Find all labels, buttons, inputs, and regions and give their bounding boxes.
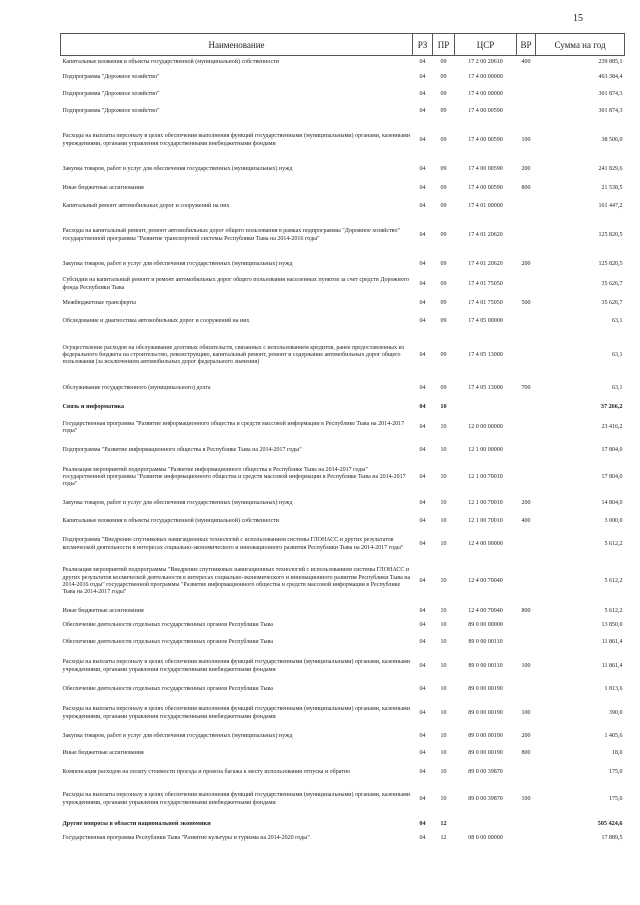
cell-sum: 17 889,5 [601,834,623,841]
cell-name: Закупка товаров, работ и услуг для обеспечения государственных (муниципальных) нужд [62,260,293,267]
header-pr: ПР [433,34,455,56]
cell-name: Капитальный ремонт автомобильных дорог и сооружений на них [62,202,230,209]
cell-pr: 10 [440,768,447,775]
cell-rz: 04 [419,662,426,669]
cell-rz: 04 [419,622,426,629]
cell-vr [517,104,536,121]
cell-sum: 239 885,1 [598,58,623,65]
cell-vr: 800 [521,184,531,191]
cell-vr: 800 [521,608,531,615]
cell-csr: 89 0 00 00190 [468,709,503,716]
cell-rz: 04 [419,608,426,615]
cell-name: Обслуживание государственного (муниципального) долга [62,385,211,392]
cell-sum: 5 612,2 [604,578,623,585]
cell-rz: 04 [419,136,426,143]
table-row [61,121,625,161]
cell-csr: 17 2 00 20610 [468,58,503,65]
cell-rz: 04 [419,300,426,307]
cell-csr: 17 4 00 00590 [468,166,503,173]
cell-vr [517,198,536,216]
cell-rz: 04 [419,749,426,756]
cell-name: Подпрограмма "Дорожное хозяйство" [62,91,160,98]
cell-rz: 04 [419,184,426,191]
table-row [61,682,625,699]
cell-csr: 12 1 00 00000 [468,446,503,453]
cell-csr: 12 1 00 70010 [468,517,503,524]
cell-vr [517,762,536,784]
cell-csr: 17 4 01 20620 [468,231,503,238]
cell-csr: 17 4 00 00000 [468,73,503,80]
cell-rz: 04 [419,108,426,115]
cell-vr: 200 [521,499,531,506]
cell-name: Расходы на выплаты персоналу в целях обеспечения выполнения функций государственными (муниципальными) органами, казенными учреждениями, органами управления государственными внебюджетными фондами [62,706,410,720]
table-row [61,56,625,69]
cell-vr: 800 [521,749,531,756]
cell-name: Межбюджетные трансферты [62,300,136,307]
cell-pr: 09 [440,91,447,98]
cell-sum: 21 538,5 [601,184,623,191]
cell-pr: 10 [440,749,447,756]
table-row [61,104,625,121]
cell-name: Другие вопросы в области национальной экономики [62,819,211,827]
cell-csr: 17 4 05 13000 [468,385,503,392]
cell-sum: 11 861,4 [601,638,623,645]
cell-name: Подпрограмма "Внедрение спутниковых навигационных технологий с использованием системы ГЛОНАСС и других результатов космической деятельности в интересах социально-экономического и инновационного развития Республики Тыва на 2014-2017 годы" [62,537,404,551]
cell-name: Закупка товаров, работ и услуг для обеспечения государственных (муниципальных) нужд [62,166,293,173]
cell-rz: 04 [419,638,426,645]
cell-csr: 12 4 00 00000 [468,540,503,547]
cell-sum: 1 405,6 [604,733,623,740]
cell-sum: 17 804,0 [601,446,623,453]
cell-pr: 09 [440,136,447,143]
cell-pr: 10 [440,608,447,615]
cell-vr: 400 [521,517,531,524]
cell-vr [517,682,536,699]
cell-rz: 04 [419,231,426,238]
table-row [61,513,625,531]
cell-vr [517,416,536,441]
cell-vr [517,87,536,104]
table-row [61,762,625,784]
cell-name: Субсидии на капитальный ремонт и ремонт автомобильных дорог общего пользования населенных пунктов за счет средств Дорожного фонда Республики Тыва [62,277,409,291]
table-row [61,198,625,216]
cell-sum: 63,1 [612,351,623,358]
cell-name: Осуществление расходов на обслуживание долговых обязательств, связанных с использованием кредитов, ранее предоставленных из федерального бюджета на строительство, реконструкцию, капитальный ремонт, ремонт и содержание автомобильных дорог общего пользования (за исключением автомобильных дорог федерального значения) [62,344,405,366]
cell-csr: 17 4 00 00000 [468,91,503,98]
cell-pr: 09 [440,280,447,287]
cell-pr: 09 [440,260,447,267]
cell-vr [517,441,536,461]
cell-sum: 301 874,3 [598,91,623,98]
table-row [61,381,625,398]
cell-pr: 10 [440,499,447,506]
table-row [61,495,625,513]
cell-csr: 17 4 01 75050 [468,300,503,307]
cell-csr: 89 0 00 39870 [468,795,503,802]
cell-pr: 09 [440,231,447,238]
cell-name: Подпрограмма "Развитие информационного общества в Республике Тыва на 2014-2017 годы" [62,446,302,453]
table-row [61,652,625,682]
cell-rz: 04 [419,317,426,324]
cell-pr: 10 [440,446,447,453]
cell-csr: 89 0 00 00190 [468,749,503,756]
cell-sum: 3 000,0 [604,517,623,524]
cell-vr [517,398,536,416]
header-name: Наименование [61,34,413,56]
cell-name: Реализация мероприятий подпрограммы "Развитие информационного общества в Республике Тыва на 2014-2017 годы" государственной программы "Развитие информационного общества и средств массовой информации в Республике Тыва на 2014-2017 годы" [62,466,406,488]
cell-rz: 04 [419,517,426,524]
cell-vr [517,274,536,296]
cell-rz: 04 [419,709,426,716]
cell-sum: 63,1 [612,385,623,392]
table-row [61,331,625,381]
header-sum: Сумма на год [536,34,625,56]
cell-rz: 04 [419,280,426,287]
cell-sum: 175,0 [609,795,623,802]
cell-sum: 11 861,4 [601,662,623,669]
cell-csr: 12 1 00 70010 [468,499,503,506]
cell-name: Расходы на капитальный ремонт, ремонт автомобильных дорог общего пользования в рамках подпрограммы "Дорожное хозяйство" государственной программы "Развитие транспортной системы Республики Тыва на 2014-2016 годы" [62,228,400,242]
cell-vr [517,216,536,256]
cell-sum: 35 626,7 [601,280,623,287]
cell-vr [517,69,536,87]
cell-csr: 89 0 00 00110 [468,662,503,669]
cell-rz: 04 [419,58,426,65]
cell-sum: 18,0 [612,749,623,756]
cell-pr: 12 [440,819,447,827]
cell-sum: 14 804,0 [601,499,623,506]
cell-sum: 161 447,2 [598,202,623,209]
cell-rz: 04 [419,473,426,480]
cell-sum: 13 850,0 [601,622,623,629]
cell-rz: 04 [419,768,426,775]
table-row [61,729,625,746]
table-row [61,216,625,256]
cell-csr: 89 0 00 00000 [468,622,503,629]
table-row [61,619,625,634]
cell-vr [517,816,536,832]
cell-name: Государственная программа "Развитие информационного общества и средств массовой информации в Республике Тыва на 2014-2017 годы" [62,420,405,434]
cell-csr: 17 4 05 13000 [468,351,503,358]
cell-name: Иные бюджетные ассигнования [62,608,144,615]
cell-pr: 09 [440,166,447,173]
budget-table [60,33,625,846]
cell-rz: 04 [419,834,426,841]
cell-sum: 1 813,6 [604,686,623,693]
cell-pr: 10 [440,733,447,740]
cell-csr: 17 4 01 20620 [468,260,503,267]
cell-csr [455,816,517,832]
cell-name: Государственная программа Республики Тыва "Развитие культуры и туризма на 2014-2020 годы" [62,834,310,841]
cell-rz: 04 [419,578,426,585]
cell-sum: 5 612,2 [604,540,623,547]
cell-sum: 463 384,4 [598,73,623,80]
cell-rz: 04 [419,402,426,410]
cell-csr: 17 4 05 00000 [468,317,503,324]
cell-rz: 04 [419,351,426,358]
cell-pr: 10 [440,662,447,669]
cell-csr [455,398,517,416]
cell-sum: 38 506,0 [601,136,623,143]
cell-name: Иные бюджетные ассигнования [62,749,144,756]
table-header-row [61,34,625,56]
cell-pr: 09 [440,300,447,307]
cell-vr [517,313,536,331]
cell-pr: 10 [440,424,447,431]
cell-sum: 175,0 [609,768,623,775]
cell-csr: 12 4 00 70040 [468,608,503,615]
cell-vr [517,634,536,652]
cell-vr: 100 [521,795,531,802]
cell-csr: 08 0 00 00000 [468,834,503,841]
cell-vr [517,331,536,381]
cell-rz: 04 [419,73,426,80]
table-row [61,398,625,416]
cell-pr: 09 [440,108,447,115]
cell-csr: 89 0 00 00190 [468,686,503,693]
cell-vr: 100 [521,662,531,669]
cell-name: Обеспечение деятельности отдельных государственных органов Республики Тыва [62,622,273,629]
table-row [61,69,625,87]
cell-pr: 09 [440,385,447,392]
cell-vr: 200 [521,260,531,267]
table-row [61,784,625,816]
cell-pr: 10 [440,578,447,585]
cell-pr: 09 [440,351,447,358]
cell-csr: 17 4 00 00590 [468,136,503,143]
table-row [61,416,625,441]
cell-rz: 04 [419,733,426,740]
cell-rz: 04 [419,446,426,453]
table-row [61,461,625,495]
table-row [61,441,625,461]
cell-rz: 04 [419,795,426,802]
cell-rz: 04 [419,424,426,431]
cell-name: Расходы на выплаты персоналу в целях обеспечения выполнения функций государственными (муниципальными) органами, казенными учреждениями, органами управления государственными внебюджетными фондами [62,792,410,806]
cell-sum: 390,0 [609,709,623,716]
cell-sum: 125 820,5 [598,260,623,267]
cell-csr: 17 4 00 00590 [468,184,503,191]
cell-pr: 10 [440,709,447,716]
cell-sum: 17 804,0 [601,473,623,480]
cell-name: Подпрограмма "Дорожное хозяйство" [62,108,160,115]
table-row [61,313,625,331]
cell-name: Расходы на выплаты персоналу в целях обеспечения выполнения функций государственными (муниципальными) органами, казенными учреждениями, органами управления государственными внебюджетными фондами [62,133,410,147]
cell-sum: 23 416,2 [601,424,623,431]
cell-pr: 09 [440,317,447,324]
page-number: 15 [573,13,583,24]
cell-vr: 700 [521,385,531,392]
cell-sum: 505 424,6 [597,819,623,827]
cell-pr: 09 [440,73,447,80]
cell-name: Обеспечение деятельности отдельных государственных органов Республики Тыва [62,686,273,693]
table-row [61,256,625,274]
header-vr: ВР [517,34,536,56]
cell-rz: 04 [419,166,426,173]
cell-pr: 10 [440,540,447,547]
cell-pr: 09 [440,58,447,65]
cell-vr: 200 [521,733,531,740]
header-csr: ЦСР [455,34,517,56]
cell-name: Капитальные вложения в объекты государственной (муниципальной) собственности [62,517,279,524]
cell-vr [517,461,536,495]
cell-name: Обследование и диагностика автомобильных дорог и сооружений на них [62,317,250,324]
cell-name: Связь и информатика [62,402,125,410]
table-row [61,699,625,729]
cell-vr [517,531,536,559]
cell-sum: 5 612,2 [604,608,623,615]
cell-pr: 10 [440,638,447,645]
cell-vr [517,559,536,606]
cell-vr [517,832,536,846]
cell-rz: 04 [419,686,426,693]
cell-name: Иные бюджетные ассигнования [62,184,144,191]
cell-name: Компенсация расходов на оплату стоимости проезда и провоза багажа к месту использования отпуска и обратно [62,768,351,775]
cell-rz: 04 [419,540,426,547]
cell-rz: 04 [419,91,426,98]
cell-name: Реализация мероприятий подпрограммы "Внедрение спутниковых навигационных технологий с использованием системы ГЛОНАСС и других результатов космической деятельности в интересах социально-экономического и инновационного развития Республики Тыва на 2014-2016 годы" государственной программы "Развитие информационного общества и средств массовой информации в Республике Тыва на 2014-2017 годы" [62,567,411,596]
cell-pr: 12 [440,834,447,841]
cell-csr: 89 0 00 00110 [468,638,503,645]
cell-rz: 04 [419,385,426,392]
cell-vr: 400 [521,58,531,65]
table-row [61,180,625,198]
cell-vr [517,619,536,634]
table-row [61,87,625,104]
table-row [61,746,625,762]
cell-pr: 10 [440,622,447,629]
cell-rz: 04 [419,202,426,209]
cell-name: Закупка товаров, работ и услуг для обеспечения государственных (муниципальных) нужд [62,499,293,506]
cell-pr: 10 [440,517,447,524]
cell-csr: 12 4 00 70040 [468,578,503,585]
table-row [61,634,625,652]
cell-sum: 241 829,6 [598,166,623,173]
cell-csr: 12 1 00 70010 [468,473,503,480]
cell-vr: 200 [521,166,531,173]
cell-rz: 04 [419,819,426,827]
cell-name: Капитальные вложения в объекты государственной (муниципальной) собственности [62,58,279,65]
table-row [61,559,625,606]
table-row [61,296,625,313]
cell-name: Расходы на выплаты персоналу в целях обеспечения выполнения функций государственными (муниципальными) органами, казенными учреждениями, органами управления государственными внебюджетными фондами [62,659,410,673]
cell-name: Подпрограмма "Дорожное хозяйство" [62,73,160,80]
cell-pr: 10 [440,402,447,410]
cell-sum: 63,1 [612,317,623,324]
cell-csr: 89 0 00 00190 [468,733,503,740]
cell-csr: 17 4 01 00000 [468,202,503,209]
cell-csr: 17 4 01 75050 [468,280,503,287]
cell-vr: 100 [521,136,531,143]
cell-sum: 35 626,7 [601,300,623,307]
cell-name: Обеспечение деятельности отдельных государственных органов Республики Тыва [62,638,273,645]
cell-csr: 89 0 00 39870 [468,768,503,775]
cell-csr: 17 4 00 00590 [468,108,503,115]
cell-pr: 10 [440,473,447,480]
cell-pr: 10 [440,795,447,802]
cell-rz: 04 [419,499,426,506]
table-row [61,816,625,832]
cell-vr: 100 [521,709,531,716]
table-row [61,832,625,846]
cell-csr: 12 0 00 00000 [468,424,503,431]
header-rz: РЗ [413,34,433,56]
cell-sum: 125 820,5 [598,231,623,238]
cell-vr: 500 [521,300,531,307]
cell-pr: 09 [440,184,447,191]
cell-pr: 09 [440,202,447,209]
cell-sum: 301 874,3 [598,108,623,115]
table-row [61,274,625,296]
cell-pr: 10 [440,686,447,693]
cell-name: Закупка товаров, работ и услуг для обеспечения государственных (муниципальных) нужд [62,733,293,740]
cell-rz: 04 [419,260,426,267]
table-row [61,531,625,559]
cell-sum: 37 266,2 [600,402,623,410]
table-row [61,161,625,180]
table-row [61,606,625,619]
